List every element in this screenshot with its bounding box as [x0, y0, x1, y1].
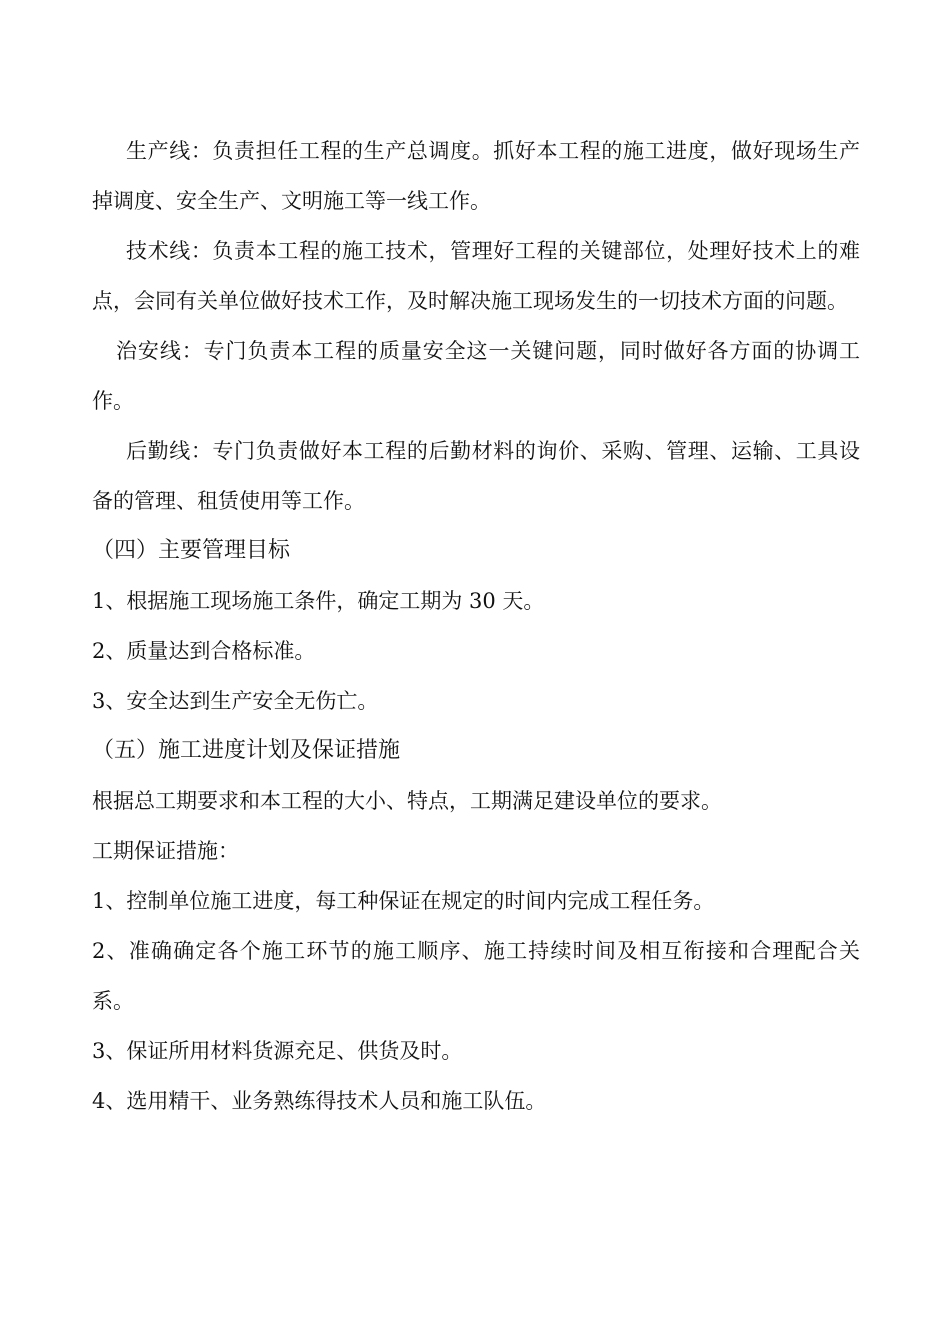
list-item: 1、控制单位施工进度，每工种保证在规定的时间内完成工程任务。 [92, 889, 715, 913]
list-item: 4、选用精干、业务熟练得技术人员和施工队伍。 [92, 1089, 547, 1113]
list-item: 2、准确确定各个施工环节的施工顺序、施工持续时间及相互衔接和合理配合关系。 [92, 939, 860, 1013]
list-item: 3、安全达到生产安全无伤亡。 [92, 689, 379, 713]
paragraph-logistics-line: 后勤线：专门负责做好本工程的后勤材料的询价、采购、管理、运输、工具设备的管理、租赁使用等工作。 [92, 439, 860, 513]
paragraph-security-line: 治安线：专门负责本工程的质量安全这一关键问题，同时做好各方面的协调工作。 [92, 339, 860, 413]
document-page [92, 126, 860, 1126]
section-heading-schedule-plan: （五）施工进度计划及保证措施 [92, 738, 401, 763]
section-heading-management-goals: （四）主要管理目标 [92, 538, 291, 563]
paragraph-production-line: 生产线：负责担任工程的生产总调度。抓好本工程的施工进度，做好现场生产掉调度、安全生产、文明施工等一线工作。 [92, 139, 860, 213]
list-item: 2、质量达到合格标准。 [92, 639, 316, 663]
list-item: 3、保证所用材料货源充足、供货及时。 [92, 1039, 463, 1063]
paragraph-schedule-intro: 根据总工期要求和本工程的大小、特点，工期满足建设单位的要求。 [92, 789, 722, 813]
list-item: 1、根据施工现场施工条件，确定工期为 30 天。 [92, 589, 545, 613]
paragraph-technical-line: 技术线：负责本工程的施工技术，管理好工程的关键部位，处理好技术上的难点，会同有关单位做好技术工作，及时解决施工现场发生的一切技术方面的问题。 [92, 239, 860, 313]
measures-label: 工期保证措施： [92, 839, 239, 863]
